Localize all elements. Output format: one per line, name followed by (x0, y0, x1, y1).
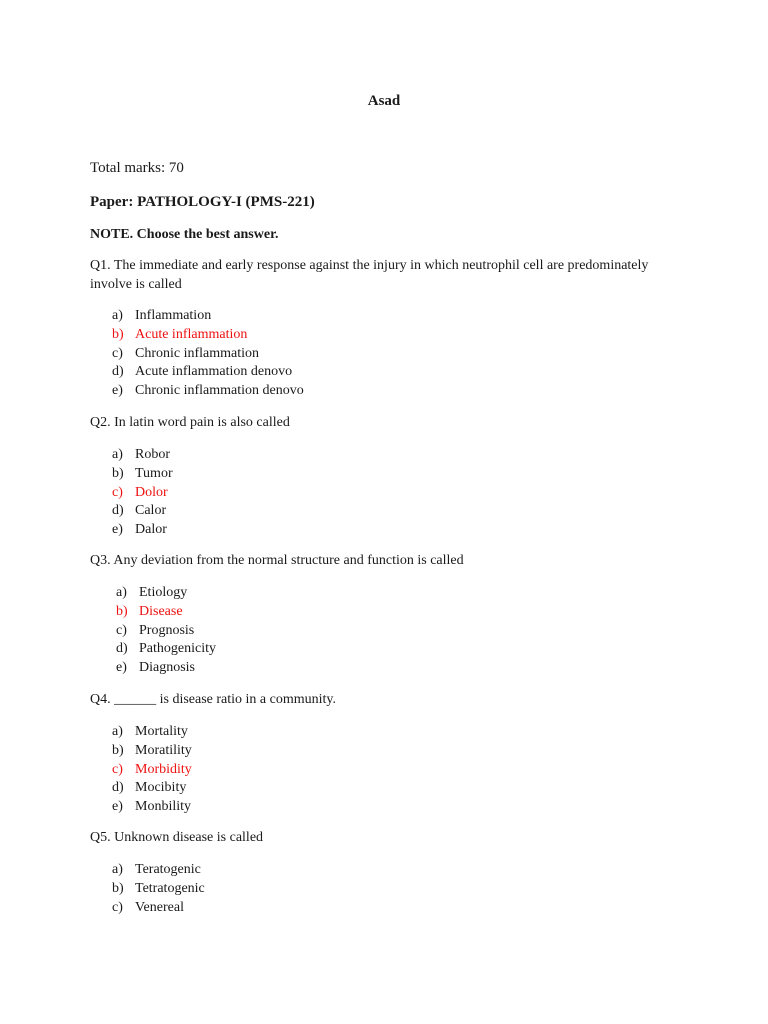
option-letter: c) (112, 345, 123, 361)
option-q1-e (112, 382, 304, 401)
option-letter: e) (112, 522, 123, 538)
option-letter: d) (112, 503, 124, 519)
option-letter: a) (116, 585, 127, 600)
option-letter: d) (116, 641, 128, 657)
option-q4-c (112, 761, 192, 780)
option-q5-a (112, 861, 205, 880)
options-list-q2 (112, 446, 173, 540)
option-text: Calor (135, 503, 167, 519)
question-label: Q4 (90, 692, 108, 707)
option-letter: c) (112, 899, 123, 915)
option-text: Etiology (139, 585, 188, 600)
question-1 (90, 257, 660, 294)
option-q3-e (116, 659, 216, 678)
question-text: . Unknown disease is called (107, 830, 264, 845)
option-text: Tumor (135, 465, 173, 481)
option-text: Prognosis (139, 622, 195, 638)
option-letter: c) (112, 761, 123, 777)
option-letter: a) (112, 447, 123, 462)
options-list-q4 (112, 723, 192, 817)
option-text: Dolor (135, 484, 168, 500)
option-letter: b) (116, 603, 128, 619)
option-text: Moratility (135, 742, 192, 758)
document-title: Asad (367, 93, 401, 109)
option-text: Mocibity (135, 780, 187, 796)
question-4 (90, 691, 660, 710)
option-text: Chronic inflammation (135, 345, 260, 361)
option-text: Inflammation (135, 308, 212, 323)
option-q3-b (116, 603, 216, 622)
option-letter: e) (116, 660, 127, 676)
instructions-note: NOTE. Choose the best answer. (90, 227, 279, 242)
options-list-q5 (112, 861, 205, 917)
option-q3-d (116, 640, 216, 659)
option-q2-e (112, 521, 173, 540)
options-list-q3 (116, 584, 216, 678)
option-text: Acute inflammation (135, 326, 248, 342)
option-q4-d (112, 779, 192, 798)
option-text: Morbidity (135, 761, 192, 777)
option-text: Mortality (135, 724, 188, 739)
option-letter: d) (112, 364, 124, 380)
option-text: Pathogenicity (139, 641, 216, 657)
option-letter: c) (116, 622, 127, 638)
option-letter: c) (112, 484, 123, 500)
paper-title: Paper: PATHOLOGY-I (PMS-221) (90, 194, 315, 210)
option-letter: b) (112, 742, 124, 758)
option-letter: a) (112, 308, 123, 323)
option-q2-b (112, 465, 173, 484)
option-text: Acute inflammation denovo (135, 364, 293, 380)
option-text: Teratogenic (135, 862, 201, 877)
options-list-q1 (112, 307, 304, 401)
option-letter: e) (112, 799, 123, 815)
option-text: Diagnosis (139, 660, 195, 676)
option-q1-d (112, 363, 304, 382)
question-label: Q1 (90, 258, 108, 273)
question-label: Q5 (90, 830, 108, 845)
total-marks: Total marks: 70 (90, 160, 184, 176)
question-label: Q3 (90, 553, 108, 568)
option-q1-b (112, 326, 304, 345)
option-text: Robor (135, 447, 170, 462)
option-q5-b (112, 880, 205, 899)
option-text: Monbility (135, 799, 192, 815)
option-letter: b) (112, 465, 124, 481)
option-text: Dalor (135, 522, 167, 538)
option-q1-a (112, 307, 304, 326)
option-q4-b (112, 742, 192, 761)
question-text: . In latin word pain is also called (107, 415, 290, 430)
option-q4-e (112, 798, 192, 817)
option-text: Disease (139, 603, 183, 619)
question-text: . Any deviation from the normal structure and function is called (107, 553, 464, 568)
option-letter: b) (112, 880, 124, 896)
option-q3-c (116, 622, 216, 641)
option-letter: d) (112, 780, 124, 796)
option-q3-a (116, 584, 216, 603)
option-q4-a (112, 723, 192, 742)
option-letter: a) (112, 724, 123, 739)
option-text: Chronic inflammation denovo (135, 383, 304, 399)
option-q2-a (112, 446, 173, 465)
option-letter: e) (112, 383, 123, 399)
option-q5-c (112, 899, 205, 918)
question-2 (90, 414, 660, 433)
question-text: . ______ is disease ratio in a community. (107, 692, 337, 707)
question-label: Q2 (90, 415, 108, 430)
question-text: . The immediate and early response against the injury in which neutrophil cell are predominately involve is called (90, 258, 649, 292)
option-q1-c (112, 345, 304, 364)
question-3 (90, 552, 660, 571)
question-5 (90, 829, 660, 848)
option-letter: a) (112, 862, 123, 877)
option-text: Tetratogenic (135, 880, 205, 896)
option-text: Venereal (135, 899, 184, 915)
option-letter: b) (112, 326, 124, 342)
option-q2-c (112, 484, 173, 503)
option-q2-d (112, 502, 173, 521)
